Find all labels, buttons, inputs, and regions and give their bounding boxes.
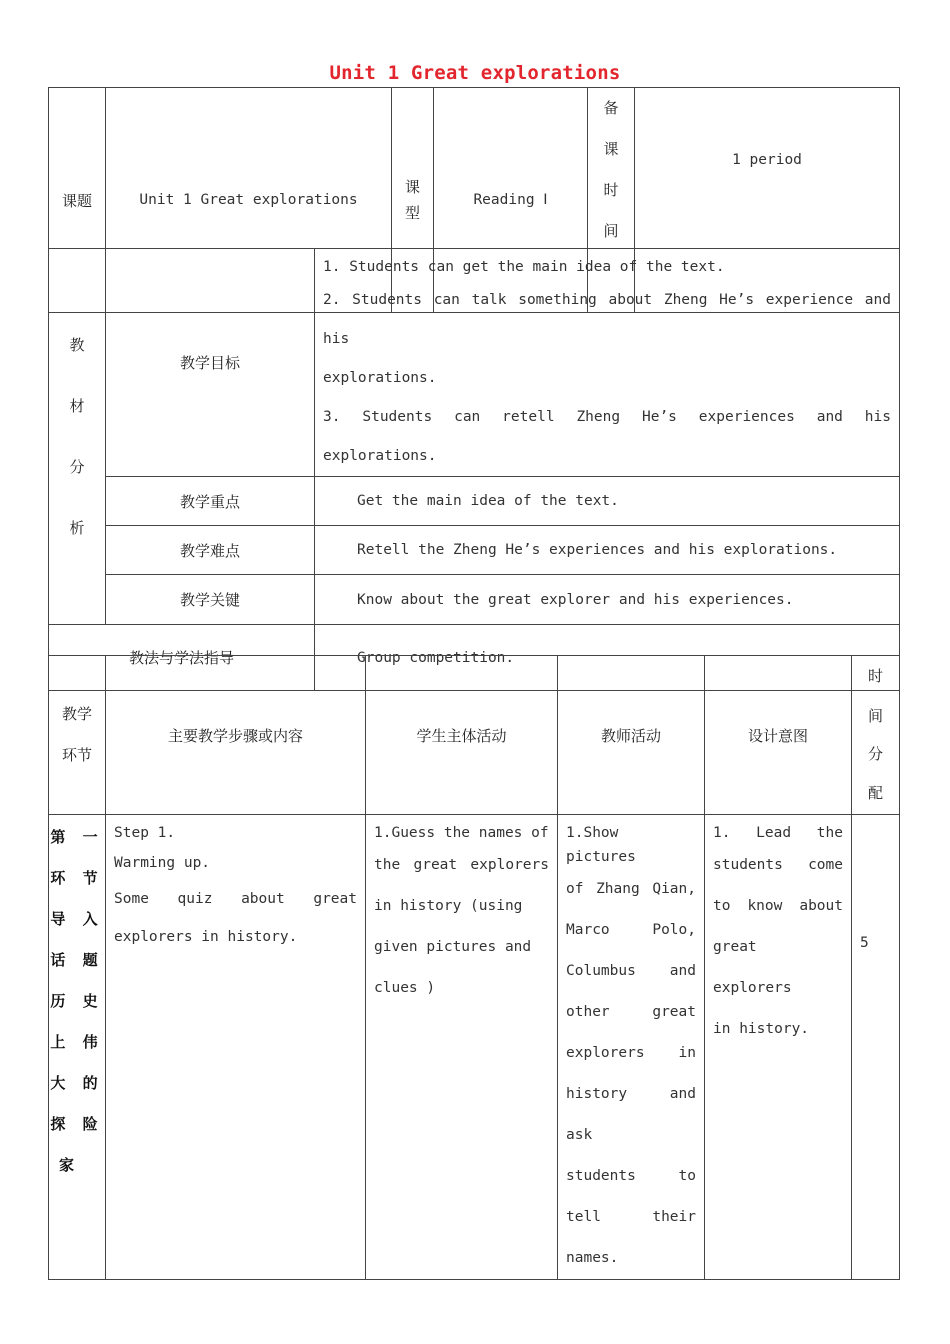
design-intent-header: 设计意图 xyxy=(705,656,852,815)
analysis-table xyxy=(48,248,900,691)
time-allocation: 5 xyxy=(852,815,900,1280)
method-label: 教法与学法指导 xyxy=(49,625,315,691)
goal-line: 2. Students can talk something about Zheng He’s experience and his xyxy=(323,292,891,347)
keys-value: Know about the great explorer and his experiences. xyxy=(315,575,900,625)
design-intent: 1. Lead the students come to know about great explorers in history. xyxy=(705,815,852,1280)
student-activity-header: 学生主体活动 xyxy=(366,656,558,815)
prep-time-label: 备 课 时 间 xyxy=(588,88,635,313)
goal-line: 3. Students can retell Zheng He’s experiences and his xyxy=(323,409,891,425)
goals-list xyxy=(315,249,900,477)
type-label: 课 型 xyxy=(392,88,434,313)
goal-line: 1. Students can get the main idea of the text. xyxy=(323,259,725,275)
keys-label: 教学关键 xyxy=(106,575,315,625)
analysis-label: 教 材 分 析 xyxy=(49,249,106,625)
topic-label: 课题 xyxy=(49,88,106,313)
topic-value: Unit 1 Great explorations xyxy=(106,88,392,313)
goal-line: explorations. xyxy=(323,448,437,464)
page-title: Unit 1 Great explorations xyxy=(329,62,621,84)
process-table xyxy=(48,655,900,1280)
step-content: Step 1. Warming up. Some quiz about great explorers in history. xyxy=(106,815,366,1280)
teacher-activity: 1.Show pictures of Zhang Qian, Marco Polo, Columbus and other great explorers in history and ask students to tell their names. xyxy=(558,815,705,1280)
difficulties-label: 教学难点 xyxy=(106,526,315,575)
time-allocation-header: 时 间 分 配 xyxy=(852,656,900,815)
student-activity: 1.Guess the names of the great explorers in history (using given pictures and clues ) xyxy=(366,815,558,1280)
prep-time-value: 1 period xyxy=(635,88,900,313)
key-points-label: 教学重点 xyxy=(106,477,315,526)
goal-line: explorations. xyxy=(323,370,437,386)
key-points-value: Get the main idea of the text. xyxy=(315,477,900,526)
type-value: Reading Ⅰ xyxy=(434,88,588,313)
goals-label: 教学目标 xyxy=(106,249,315,477)
stage-title: 第 一 环 节 导 入 话 题 历 史 上 伟 大 的 探 险 家 xyxy=(49,815,106,1280)
content-header: 主要教学步骤或内容 xyxy=(106,656,366,815)
difficulties-value: Retell the Zheng He’s experiences and his explorations. xyxy=(315,526,900,575)
stage-header: 教学 环节 xyxy=(49,656,106,815)
teacher-activity-header: 教师活动 xyxy=(558,656,705,815)
method-value: Group competition. xyxy=(315,625,900,691)
